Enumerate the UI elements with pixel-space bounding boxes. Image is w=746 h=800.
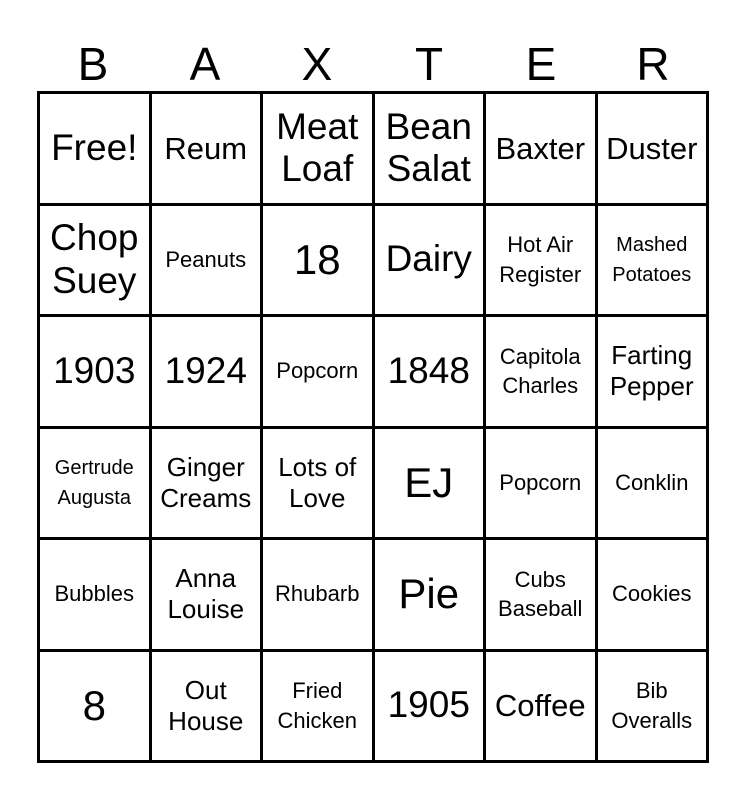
bingo-cell[interactable]: 1924 <box>152 317 264 429</box>
bingo-cell[interactable]: Conklin <box>598 429 710 541</box>
bingo-cell[interactable]: Anna Louise <box>152 540 264 652</box>
bingo-header <box>37 36 709 92</box>
header-letter-e: E <box>525 38 557 90</box>
bingo-cell[interactable]: Cookies <box>598 540 710 652</box>
bingo-cell[interactable]: Chop Suey <box>40 206 152 318</box>
header-letter-a: A <box>189 38 221 90</box>
bingo-cell[interactable]: Dairy <box>375 206 487 318</box>
bingo-cell[interactable]: Cubs Baseball <box>486 540 598 652</box>
bingo-cell[interactable]: Bubbles <box>40 540 152 652</box>
bingo-cell[interactable]: Gertrude Augusta <box>40 429 152 541</box>
bingo-cell[interactable]: 1903 <box>40 317 152 429</box>
bingo-cell[interactable]: 8 <box>40 652 152 764</box>
bingo-cell[interactable]: Rhubarb <box>263 540 375 652</box>
bingo-cell[interactable]: 1905 <box>375 652 487 764</box>
bingo-cell[interactable]: Capitola Charles <box>486 317 598 429</box>
bingo-cell[interactable]: Popcorn <box>263 317 375 429</box>
bingo-cell[interactable]: Duster <box>598 94 710 206</box>
bingo-cell[interactable]: Popcorn <box>486 429 598 541</box>
bingo-cell[interactable]: Pie <box>375 540 487 652</box>
bingo-cell[interactable]: Out House <box>152 652 264 764</box>
bingo-cell[interactable]: Coffee <box>486 652 598 764</box>
bingo-cell[interactable]: Meat Loaf <box>263 94 375 206</box>
bingo-cell[interactable]: Bean Salat <box>375 94 487 206</box>
bingo-cell[interactable]: Peanuts <box>152 206 264 318</box>
header-letter-x: X <box>301 38 333 90</box>
header-letter-r: R <box>636 38 670 90</box>
header-letter-t: T <box>414 38 444 90</box>
bingo-cell[interactable]: Hot Air Register <box>486 206 598 318</box>
bingo-cell[interactable]: Reum <box>152 94 264 206</box>
bingo-cell[interactable]: 1848 <box>375 317 487 429</box>
bingo-cell[interactable]: Lots of Love <box>263 429 375 541</box>
bingo-cell[interactable]: Farting Pepper <box>598 317 710 429</box>
bingo-cell[interactable]: Baxter <box>486 94 598 206</box>
bingo-cell[interactable]: Free! <box>40 94 152 206</box>
header-letter-b: B <box>77 38 109 90</box>
bingo-cell[interactable]: Mashed Potatoes <box>598 206 710 318</box>
bingo-grid <box>37 91 709 763</box>
bingo-cell[interactable]: Bib Overalls <box>598 652 710 764</box>
bingo-cell[interactable]: EJ <box>375 429 487 541</box>
bingo-cell[interactable]: Fried Chicken <box>263 652 375 764</box>
bingo-cell[interactable]: Ginger Creams <box>152 429 264 541</box>
bingo-cell[interactable]: 18 <box>263 206 375 318</box>
